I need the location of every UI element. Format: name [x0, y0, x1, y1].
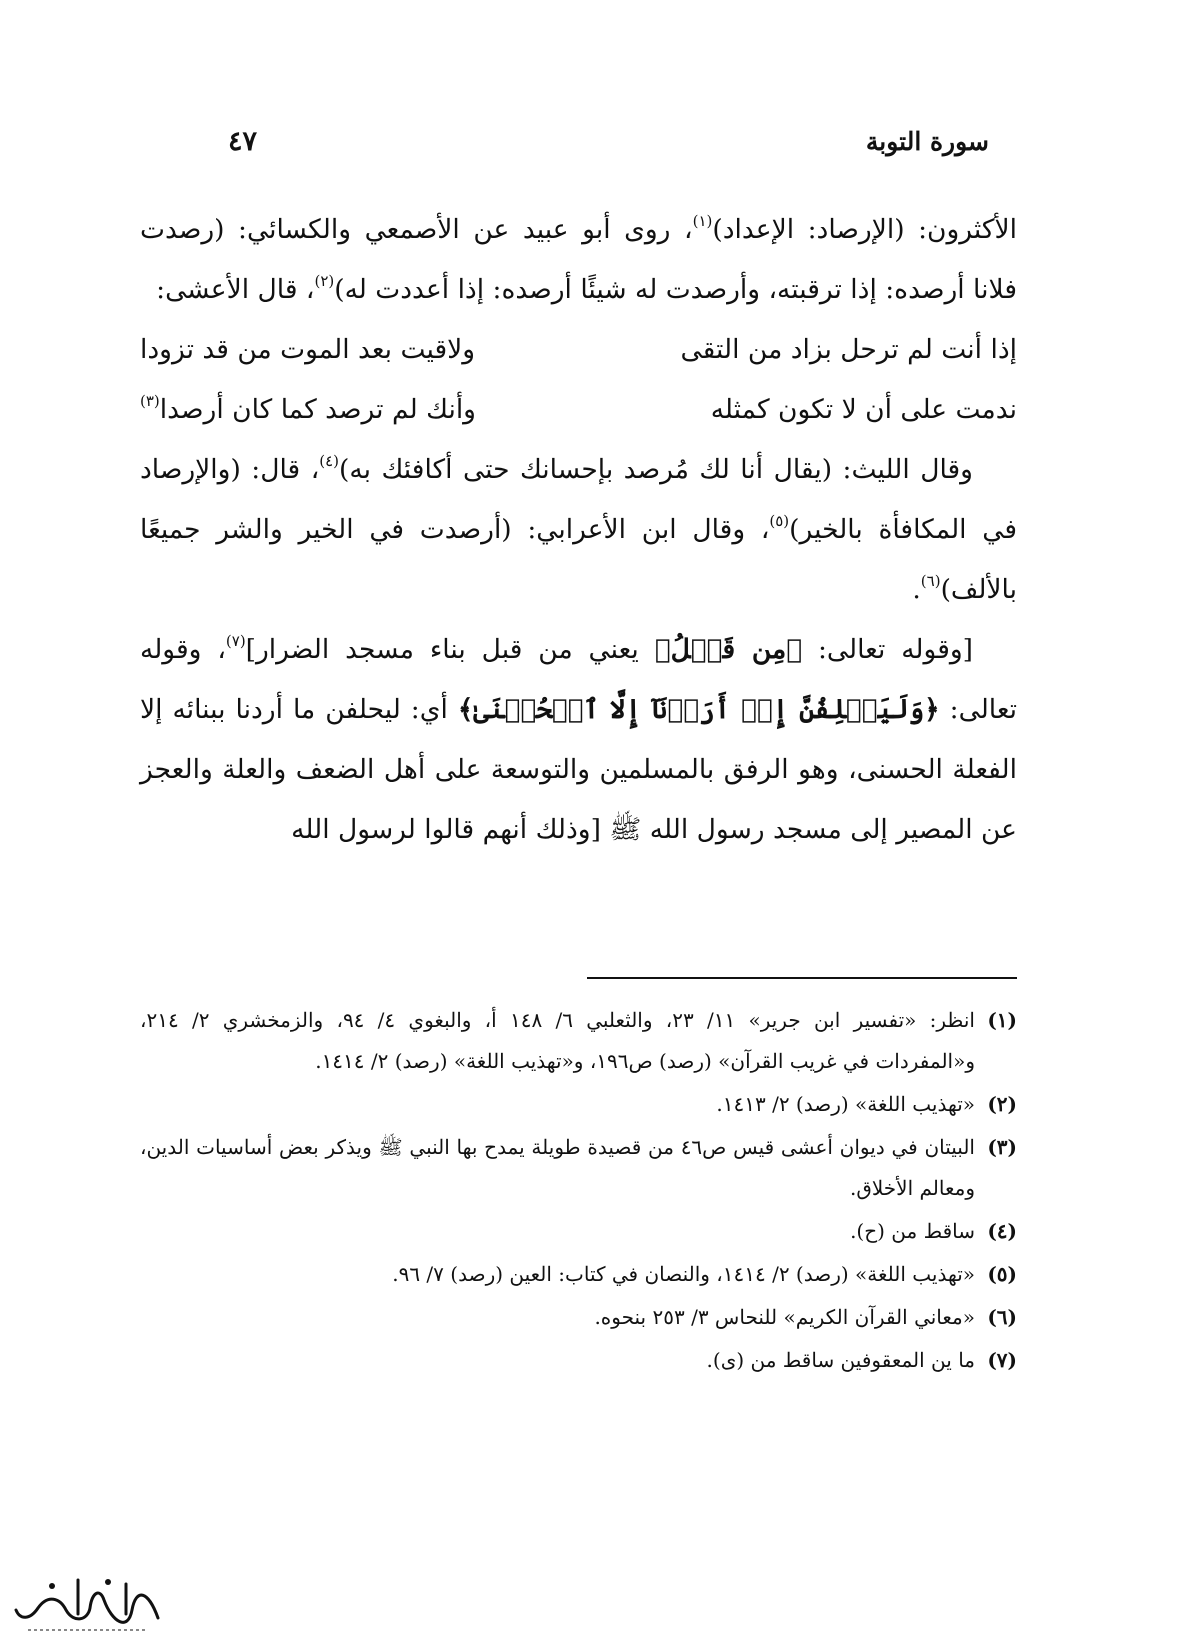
footnote — [140, 1000, 1017, 1082]
footnote-text: ساقط من (ح). — [850, 1219, 975, 1243]
footnote-text: البيتان في ديوان أعشى قيس ص٤٦ من قصيدة طويلة يمدح بها النبي ﷺ ويذكر بعض أساسيات الدين، ومعالم الأخلاق. — [140, 1135, 975, 1200]
publisher-logo — [8, 1570, 168, 1640]
page-number: ٤٧ — [228, 126, 258, 157]
text-run: ، وقوله تعالى: — [140, 634, 1017, 725]
verse-first-hemistich: ندمت على أن لا تكون كمثله — [710, 394, 1017, 425]
text-run: أي: ليحلفن ما أردنا ببنائه إلا الفعلة الحسنى، وهو الرفق بالمسلمين والتوسعة على أهل الضعف والعلة والعجز عن المصير إلى مسجد رسول الله ﷺ [وذلك أنهم قالوا لرسول الله — [140, 694, 1017, 845]
footnote-number: (٤) — [987, 1219, 1017, 1243]
footnote — [140, 1211, 1017, 1252]
footnote — [140, 1254, 1017, 1295]
text-run: [وقوله تعالى: — [802, 634, 973, 665]
running-header — [228, 126, 989, 157]
paragraph — [140, 440, 1017, 620]
footnote-text: ما ين المعقوفين ساقط من (ى). — [706, 1348, 975, 1372]
paragraph — [140, 620, 1017, 860]
footnote-reference: (٧) — [225, 632, 246, 650]
footnote-text: انظر: «تفسير ابن جرير» ١١/ ٢٣، والثعلبي ٦/ ١٤٨ أ، والبغوي ٤/ ٩٤، والزمخشري ٢/ ٢١٤، و«المفردات في غريب القرآن» (رصد) ص١٩٦، و«تهذيب اللغة» (رصد) ٢/ ١٤١٤. — [140, 1008, 975, 1073]
poem-verse — [140, 320, 1017, 380]
poem-verse — [140, 380, 1017, 440]
text-run: يعني من قبل بناء مسجد الضرار] — [245, 634, 655, 665]
footnote-text: «معاني القرآن الكريم» للنحاس ٣/ ٢٥٣ بنحوه. — [594, 1305, 975, 1329]
footnote-text: «تهذيب اللغة» (رصد) ٢/ ١٤١٣. — [716, 1092, 975, 1116]
verse-second-hemistich — [140, 380, 476, 440]
footnote — [140, 1340, 1017, 1381]
footnote-number: (٧) — [987, 1348, 1017, 1372]
text-run: . — [912, 574, 921, 605]
paragraph — [140, 200, 1017, 320]
footnote — [140, 1084, 1017, 1125]
verse-second-hemistich: ولاقيت بعد الموت من قد تزودا — [140, 334, 476, 365]
verse-first-hemistich: إذا أنت لم ترحل بزاد من التقى — [680, 334, 1017, 365]
text-run: ، روى أبو عبيد عن الأصمعي والكسائي: (رصدت فلانا أرصده: إذا ترقبته، وأرصدت له شيئًا أرصده: إذا أعددت له) — [140, 214, 1017, 305]
footnote-reference: (٦) — [920, 572, 941, 590]
text-run: ، قال: (والإرصاد في المكافأة بالخير) — [140, 454, 1017, 545]
footnote-number: (١) — [987, 1008, 1017, 1032]
text-run: ، وقال ابن الأعرابي: (أرصدت في الخير والشر جميعًا بالألف) — [140, 514, 1017, 605]
text-run: وأنك لم ترصد كما كان أرصدا — [159, 394, 476, 425]
footnote-number: (٦) — [987, 1305, 1017, 1329]
footnote-reference: (١) — [692, 212, 713, 230]
footnote-reference: (٥) — [769, 512, 790, 530]
footnote-number: (٢) — [987, 1092, 1017, 1116]
footnote-separator — [587, 977, 1017, 979]
quran-quote: ﴿مِن قَبۡلُ﴾ — [654, 634, 803, 665]
footnote-number: (٥) — [987, 1262, 1017, 1286]
footnote-reference: (٤) — [319, 452, 340, 470]
footnote-reference: (٢) — [314, 272, 335, 290]
footnote-number: (٣) — [987, 1135, 1017, 1159]
running-title: سورة التوبة — [865, 127, 989, 156]
footnotes — [140, 1000, 1017, 1383]
main-text — [140, 200, 1017, 860]
quran-quote: ﴿وَلَيَحۡلِفُنَّ إِنۡ أَرَدۡنَآ إِلَّا ٱلۡحُسۡنَىٰ﴾ — [457, 694, 940, 725]
text-run: وقال الليث: (يقال أنا لك مُرصد بإحسانك حتى أكافئك به) — [339, 454, 973, 485]
footnote — [140, 1127, 1017, 1209]
text-run: ، قال الأعشى: — [156, 274, 315, 305]
footnote-text: «تهذيب اللغة» (رصد) ٢/ ١٤١٤، والنصان في كتاب: العين (رصد) ٧/ ٩٦. — [392, 1262, 975, 1286]
footnote — [140, 1297, 1017, 1338]
text-run: الأكثرون: (الإرصاد: الإعداد) — [712, 214, 1017, 245]
footnote-reference: (٣) — [140, 392, 160, 410]
